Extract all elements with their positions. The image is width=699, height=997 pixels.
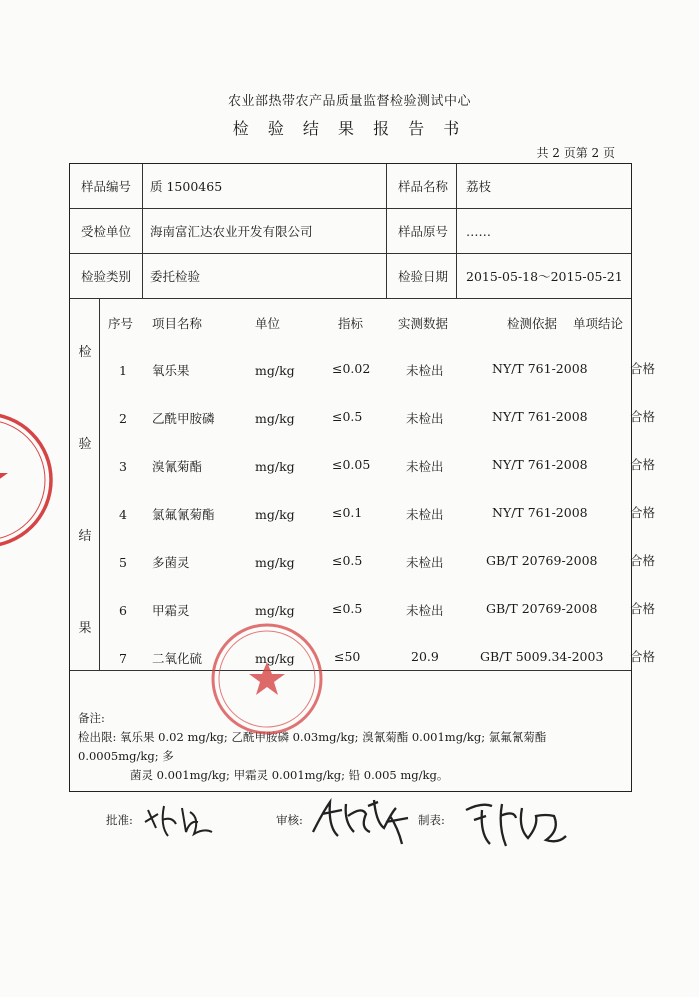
row-unit: mg/kg xyxy=(255,651,295,666)
row-no: 3 xyxy=(119,459,127,474)
header-limit: 指标 xyxy=(338,316,364,331)
row-item: 甲霜灵 xyxy=(152,603,190,618)
info-row-type xyxy=(70,254,631,299)
row-limit: ≤0.1 xyxy=(332,505,363,520)
row-item: 乙酰甲胺磷 xyxy=(152,411,215,426)
prepare-label: 制表: xyxy=(418,813,445,827)
inspection-type-label: 检验类别 xyxy=(80,269,131,284)
row-limit: ≤0.5 xyxy=(332,601,363,616)
notes-section xyxy=(78,709,626,785)
side-seal-stamp xyxy=(0,405,60,555)
inspected-unit-value: 海南富汇达农业开发有限公司 xyxy=(150,224,313,239)
row-conclusion: 合格 xyxy=(630,505,656,520)
side-char: 结 xyxy=(78,529,92,544)
inspection-type-value: 委托检验 xyxy=(150,269,201,284)
row-measured: 未检出 xyxy=(406,555,444,570)
results-divider xyxy=(70,670,631,671)
row-unit: mg/kg xyxy=(255,411,295,426)
notes-label: 备注: xyxy=(78,711,105,725)
report-title: 检 验 结 果 报 告 书 xyxy=(232,119,467,138)
report-form xyxy=(69,163,656,792)
row-item: 二氧化硫 xyxy=(152,651,203,666)
row-no: 5 xyxy=(119,555,127,570)
row-item: 氯氟氰菊酯 xyxy=(152,507,215,522)
reviewer-signature xyxy=(308,792,413,852)
row-item: 多菌灵 xyxy=(152,555,190,570)
results-side-label xyxy=(70,299,100,670)
review-label: 审核: xyxy=(276,813,303,827)
row-limit: ≤0.5 xyxy=(332,409,363,424)
center-seal-stamp xyxy=(208,620,326,738)
sample-name-value: 荔枝 xyxy=(466,179,492,194)
row-item: 氧乐果 xyxy=(152,363,190,378)
row-no: 2 xyxy=(119,411,127,426)
header-measured: 实测数据 xyxy=(398,316,449,331)
side-char: 检 xyxy=(78,345,92,360)
detection-limits-line-2: 菌灵 0.001mg/kg; 甲霜灵 0.001mg/kg; 铅 0.005 mg/kg。 xyxy=(130,768,449,782)
row-no: 6 xyxy=(119,603,127,618)
row-conclusion: 合格 xyxy=(630,361,656,376)
row-limit: ≤0.05 xyxy=(332,457,371,472)
row-limit: ≤50 xyxy=(334,649,361,664)
inspection-date-value: 2015-05-18～2015-05-21 xyxy=(466,269,623,284)
row-no: 1 xyxy=(119,363,127,378)
row-measured: 未检出 xyxy=(406,603,444,618)
row-conclusion: 合格 xyxy=(630,553,656,568)
row-unit: mg/kg xyxy=(255,507,295,522)
row-standard: GB/T 5009.34-2003 xyxy=(480,649,604,664)
detection-limits-line-1: 检出限: 氧乐果 0.02 mg/kg; 乙酰甲胺磷 0.03mg/kg; 溴氰菊酯 0.001mg/kg; 氯氟氰菊酯 0.0005mg/kg; 多 xyxy=(78,730,547,763)
row-unit: mg/kg xyxy=(255,603,295,618)
row-item: 溴氰菊酯 xyxy=(152,459,203,474)
row-conclusion: 合格 xyxy=(630,409,656,424)
row-standard: GB/T 20769-2008 xyxy=(486,553,598,568)
row-standard: NY/T 761-2008 xyxy=(492,457,588,472)
row-measured: 未检出 xyxy=(406,363,444,378)
row-conclusion: 合格 xyxy=(630,601,656,616)
preparer-signature xyxy=(462,796,572,856)
row-limit: ≤0.02 xyxy=(332,361,371,376)
sample-no-value: 质 1500465 xyxy=(150,179,223,194)
sample-no-label: 样品编号 xyxy=(80,179,131,194)
institution-name: 农业部热带农产品质量监督检验测试中心 xyxy=(227,94,471,109)
row-standard: NY/T 761-2008 xyxy=(492,505,588,520)
info-row-unit xyxy=(70,209,631,254)
row-limit: ≤0.5 xyxy=(332,553,363,568)
row-conclusion: 合格 xyxy=(630,649,656,664)
row-unit: mg/kg xyxy=(255,555,295,570)
row-unit: mg/kg xyxy=(255,363,295,378)
row-no: 4 xyxy=(119,507,127,522)
sample-name-label: 样品名称 xyxy=(397,179,448,194)
header-conclusion: 单项结论 xyxy=(573,316,624,331)
row-standard: GB/T 20769-2008 xyxy=(486,601,598,616)
side-char: 验 xyxy=(78,437,92,452)
row-unit: mg/kg xyxy=(255,459,295,474)
row-conclusion: 合格 xyxy=(630,457,656,472)
row-standard: NY/T 761-2008 xyxy=(492,409,588,424)
row-measured: 未检出 xyxy=(406,459,444,474)
row-no: 7 xyxy=(119,651,127,666)
approve-label: 批准: xyxy=(106,813,133,827)
row-measured: 20.9 xyxy=(411,649,439,664)
original-no-value: …… xyxy=(466,223,491,239)
header-standard: 检测依据 xyxy=(507,316,558,331)
original-no-label: 样品原号 xyxy=(397,224,448,239)
inspected-unit-label: 受检单位 xyxy=(80,224,131,239)
header-item: 项目名称 xyxy=(152,316,203,331)
approver-signature xyxy=(142,798,217,843)
info-row-sample-no xyxy=(70,164,631,209)
header-unit: 单位 xyxy=(255,316,281,331)
inspection-date-label: 检验日期 xyxy=(397,269,448,284)
page-info: 共 2 页第 2 页 xyxy=(536,146,615,160)
row-measured: 未检出 xyxy=(406,411,444,426)
side-char: 果 xyxy=(78,621,92,636)
row-standard: NY/T 761-2008 xyxy=(492,361,588,376)
row-measured: 未检出 xyxy=(406,507,444,522)
header-no: 序号 xyxy=(108,316,134,331)
